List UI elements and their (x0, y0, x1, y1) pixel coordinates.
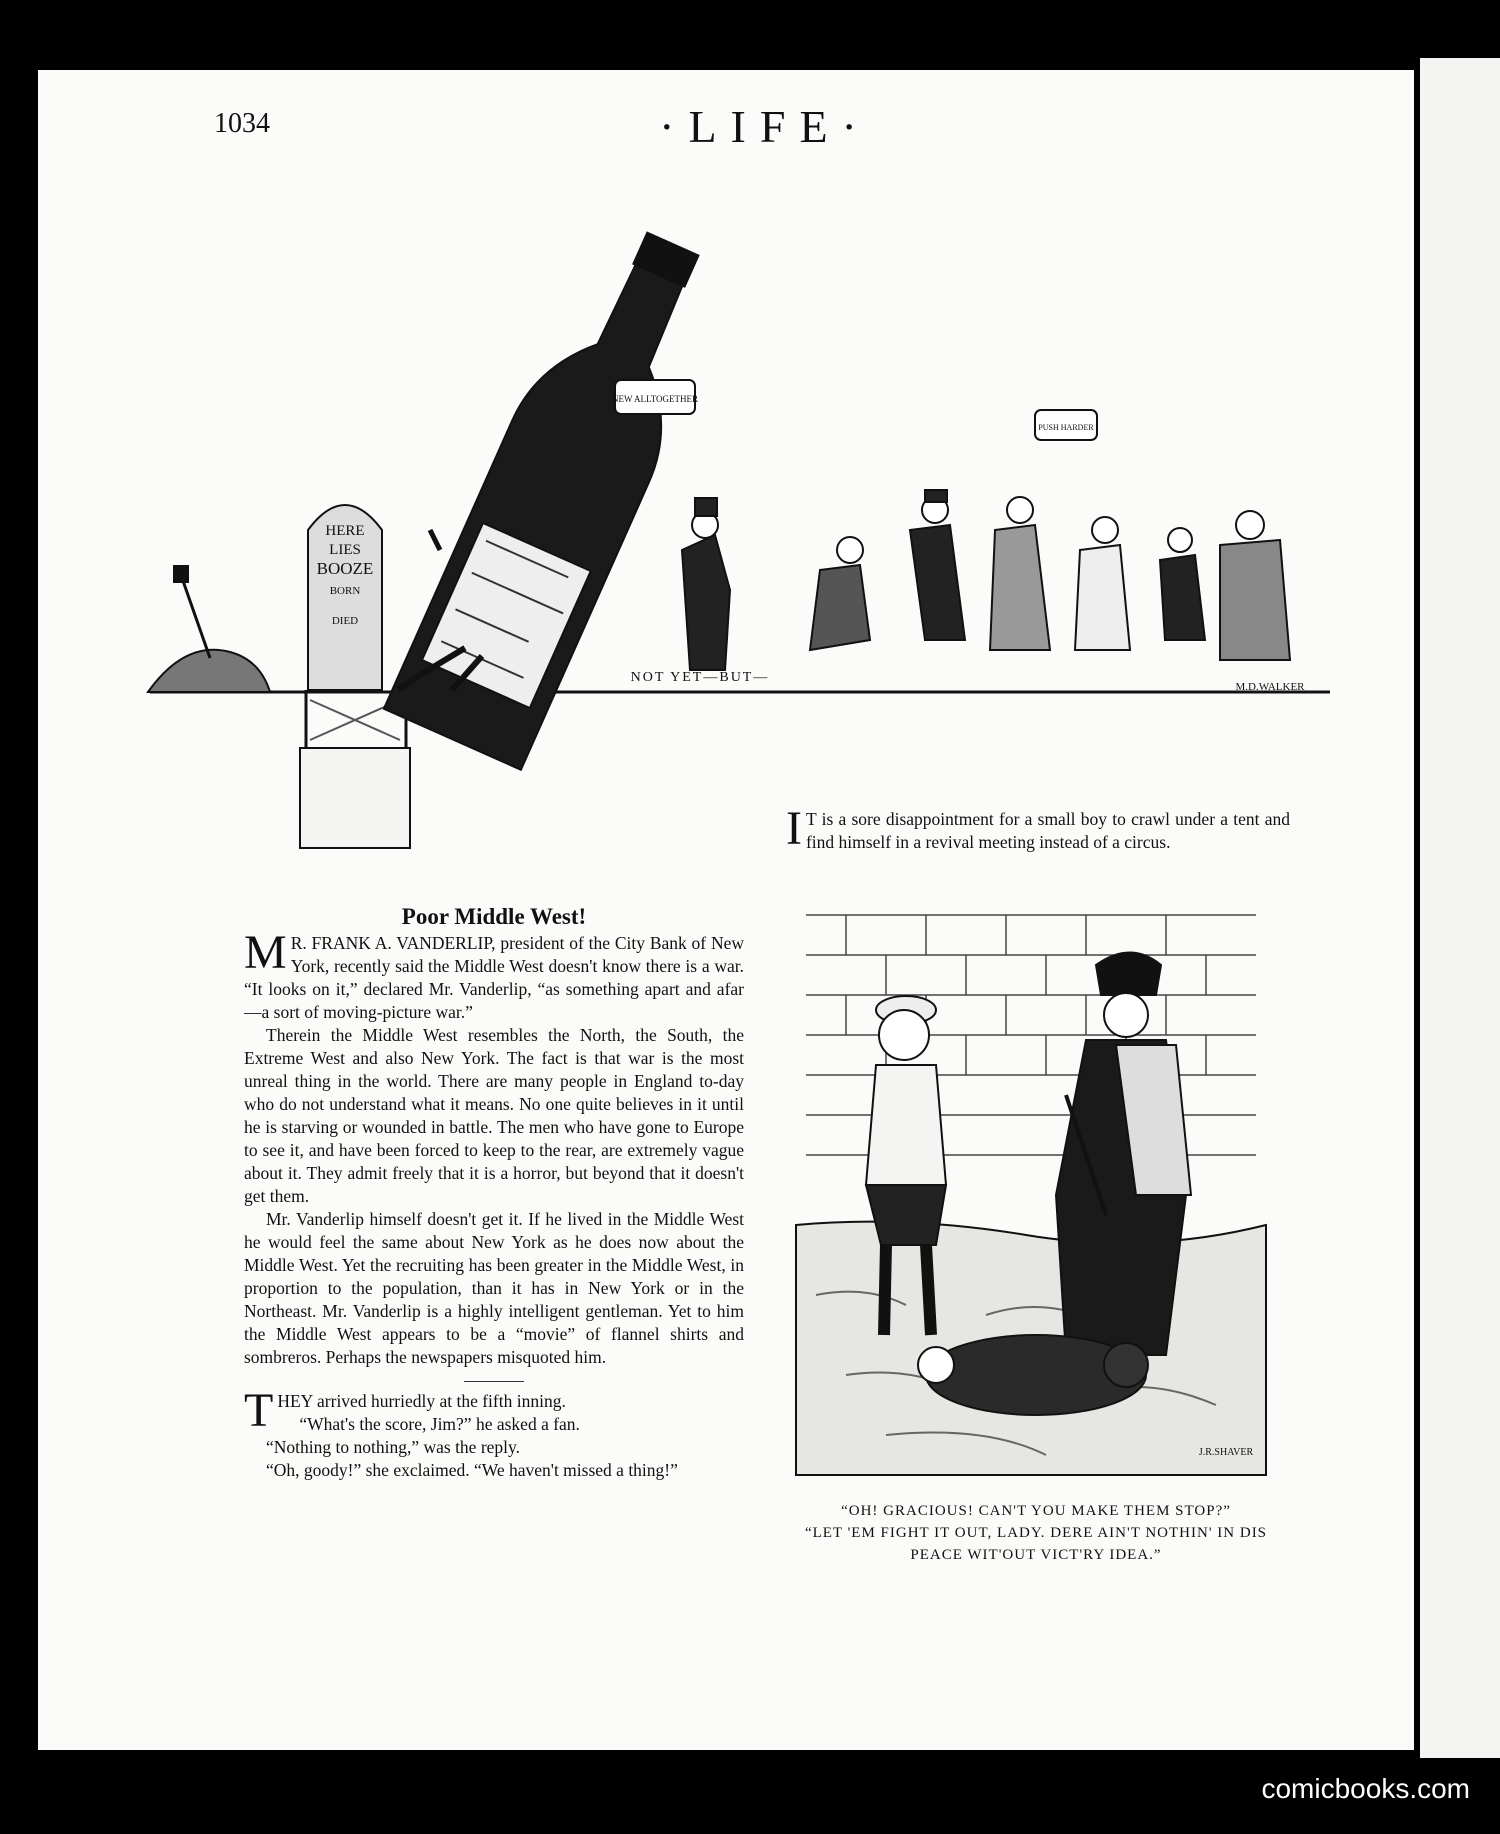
artist-signature: J.R.SHAVER (1198, 1447, 1254, 1458)
street-fight-cartoon (786, 895, 1276, 1485)
page-number: 1034 (214, 108, 270, 139)
divider (464, 1381, 524, 1382)
circus-paragraph: I T is a sore disappointment for a small boy to crawl under a tent and find himself in a revival meeting instead of a circus. (786, 802, 1290, 855)
dropcap: T (244, 1384, 274, 1437)
article-column (244, 905, 744, 1482)
article-paragraph: M R. FRANK A. VANDERLIP, president of the City Bank of New York, recently said the Middle West doesn't know there is a war. “It looks on it,” declared Mr. Vanderlip, “as something apart and afar—a sort of moving-picture war.” (244, 926, 744, 1022)
cartoon-caption: NOT YET—BUT— (630, 670, 770, 685)
dropcap: M (244, 926, 287, 979)
booze-cartoon (130, 170, 1370, 870)
article-paragraph: Therein the Middle West resembles the North, the South, the Extreme West and also New York. The fact is that war is the most unreal thing in the world. There are many people in England to-day who do not understand what it means. No one quite believes in it until he is starving or wounded in battle. The men who have gone to Europe to see it, and have been forced to keep to the rear, are extremely vague about it. They admit freely that it is a horror, but beyond that it doesn't get them. (244, 1025, 744, 1206)
svg-text:BORN: BORN (329, 585, 361, 597)
anecdote: THEY arrived hurriedly at the fifth inning. “What's the score, Jim?” he asked a fan. “Nothing to nothing,” was the reply. “Oh, goody!” she exclaimed. “We haven't missed a thing!” (244, 1384, 678, 1480)
dropcap: I (786, 802, 802, 855)
magazine-title: ·LIFE· (659, 101, 871, 152)
artist-signature: M.D.WALKER (1235, 681, 1305, 693)
street-cartoon-caption: “OH! GRACIOUS! CAN'T YOU MAKE THEM STOP?” “LET 'EM FIGHT IT OUT, LADY. DERE AIN'T NOTHIN' IN DIS PEACE WIT'OUT VICT'RY IDEA.” (804, 1503, 1268, 1563)
speech-bubble-1: NEW ALLTOGETHER (611, 394, 699, 404)
article-headline: Poor Middle West! (401, 904, 587, 929)
adjacent-page-edge (1420, 58, 1500, 1758)
speech-bubble-2: PUSH HARDER (1038, 423, 1094, 432)
svg-text:DIED: DIED (331, 615, 359, 627)
site-watermark: comicbooks.com (1261, 1773, 1470, 1804)
tombstone-text: HERE (325, 523, 365, 539)
svg-text:BOOZE: BOOZE (316, 559, 374, 578)
svg-text:LIES: LIES (329, 542, 361, 558)
article-paragraph: Mr. Vanderlip himself doesn't get it. If he lived in the Middle West he would feel the same about New York as he does now about the Middle West. Yet the recruiting has been greater in the Middle West, in proportion to the population, than it has in New York or in the Northeast. Mr. Vanderlip is a highly intelligent gentleman. Yet to him the Middle West appears to be a “movie” of flannel shirts and sombreros. Perhaps the newspapers misquoted him. (244, 1209, 744, 1367)
